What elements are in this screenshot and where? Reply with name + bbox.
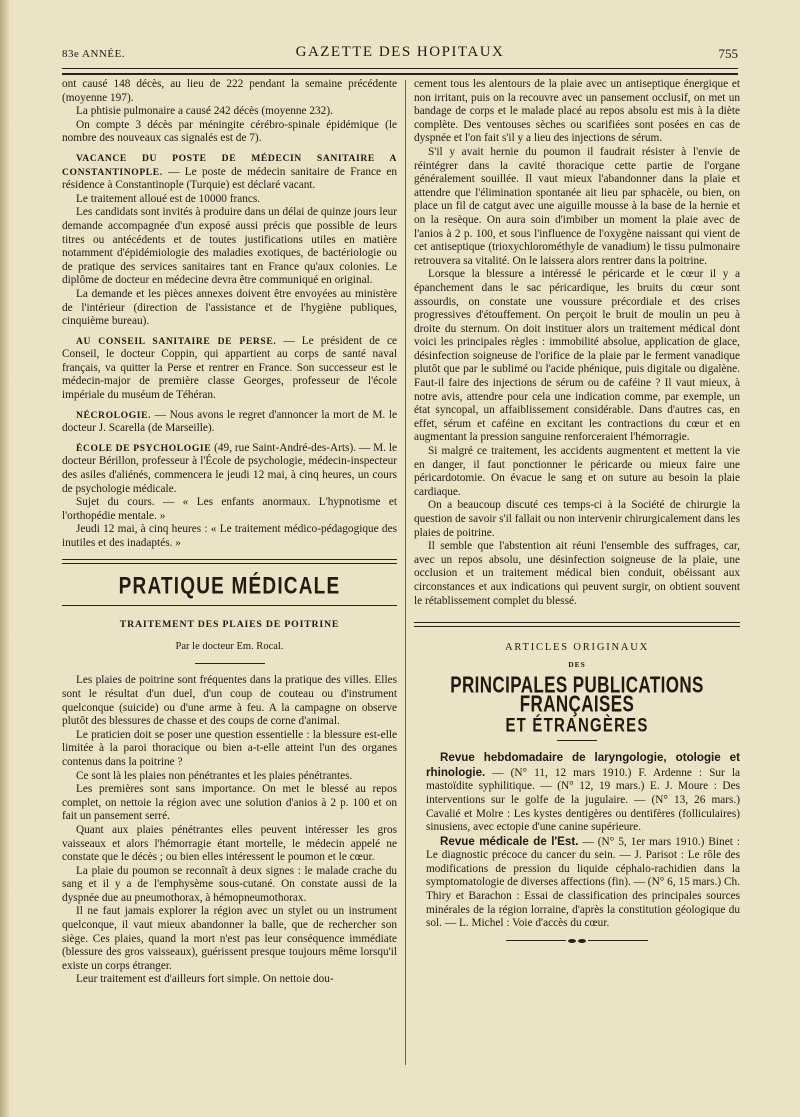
byline-rule — [195, 663, 265, 664]
news-item-title: AU CONSEIL SANITAIRE DE PERSE. — [76, 335, 277, 347]
review-entry — [414, 835, 740, 931]
news-item-title: NÉCROLOGIE. — [76, 409, 152, 421]
section-rule — [62, 605, 397, 606]
news-item-title: ÉCOLE DE PSYCHOLOGIE — [76, 442, 212, 454]
paragraph: Leur traitement est d'ailleurs fort simple. On nettoie dou- — [76, 973, 334, 986]
paragraph: On a beaucoup discuté ces temps-ci à la Société de chirurgie la question de savoir s'il fallait ou non intervenir chirurgicalement dans les plaies de poitrine. — [414, 499, 740, 539]
paragraph: Il ne faut jamais explorer la région avec un stylet ou un instrument quelconque, il vaut mieux abandonner la balle, que de rechercher son siège. Ces plaies, quand la mort n'est pas leur conséquence immédiate (blessure des gros vaisseaux), guérissent presque toujours même lorsqu'il existe un corps étranger. — [62, 905, 397, 972]
right-column — [414, 78, 740, 943]
paragraph: Les plaies de poitrine sont fréquentes dans la pratique des villes. Elles sont le résultat d'un duel, d'un coup de couteau ou d'instrument quelconque (suicide) ou d'une arme à feu. A la campagne on observe plutôt des blessures de chasse et des coups de corne d'animal. — [62, 674, 397, 728]
paragraph: Le traitement alloué est de 10000 francs. — [76, 192, 261, 205]
paragraph: Il semble que l'abstention ait réuni l'ensemble des suffrages, car, avec un repos absolu, une désinfection soigneuse de la plaie, une occlusion et un traitement médical bien conduit, obéissant aux circonstances et aux indications qui peuvent surgir, on obtient souvent le rétablissement complet du blessé. — [414, 540, 740, 607]
paragraph: cement tous les alentours de la plaie avec un antiseptique énergique et non irritant, puis on la recouvre avec un pansement occlusif, on met un bandage de corps et le malade placé au repos absolu est mis à la diète complète. Des ventouses sèches ou scarifiées sont posées en cas de dyspnée et l'on fait s'il y a lieu des injections de sérum. — [414, 78, 740, 145]
section-rule — [557, 740, 597, 741]
paragraph: La plaie du poumon se reconnaît à deux signes : le malade crache du sang et il y a de l'emphysème sous-cutané. On constate aussi de la dyspnée due au pneumothorax, à hémopneumothorax. — [62, 864, 397, 904]
section-title: PRATIQUE MÉDICALE — [118, 572, 341, 600]
review-text: — (N° 5, 1er mars 1910.) Binet : Le diagnostic précoce du cancer du sein. — J. Parisot : Le rôle des modifications de pression du liquide céphalo-rachidien dans la symptomatologie de diverses affections (fin). — (N° 6, 15 mars.) Ch. Thiry et Barachon : Essai de classification des principales sources minérales de la région lorraine, d'après la constitution géologique du sol. — L. Michel : Voie d'accès du cœur. — [426, 835, 740, 930]
news-item — [62, 152, 397, 193]
news-item — [62, 409, 397, 436]
volume-year: 83e ANNÉE. — [62, 48, 126, 60]
section-heading: ARTICLES ORIGINAUX — [504, 642, 650, 654]
section-title: PRINCIPALES PUBLICATIONS FRANÇAISES — [450, 672, 704, 717]
news-item-text: (49, rue Saint-André-des-Arts). — M. le docteur Bérillon, professeur à l'École de psychologie, médecin-inspecteur des asiles d'aliénés, commencera le jeudi 12 mai, à cinq heures, un cours de psychologie médicale. — [62, 441, 397, 495]
paragraph: La phtisie pulmonaire a causé 242 décès (moyenne 232). — [76, 105, 333, 118]
paragraph: On compte 3 décès par méningite cérébro-spinale épidémique (le nombre des nouveaux cas signalés est de 7). — [62, 118, 397, 145]
journal-title: GAZETTE DES HOPITAUX — [295, 44, 505, 60]
news-item-title: VACANCE DU POSTE DE MÉDECIN SANITAIRE A CONSTANTINOPLE. — [62, 152, 397, 178]
review-title: Revue médicale de l'Est. — [440, 834, 579, 848]
page-binding-edge — [0, 0, 9, 1117]
article-byline: Par le docteur Em. Rocal. — [175, 640, 284, 652]
article-title: TRAITEMENT DES PLAIES DE POITRINE — [119, 619, 340, 631]
paragraph: La demande et les pièces annexes doivent être envoyées au ministère de l'intérieur (direction de l'assistance et de l'hygiène publiques, cinquième bureau). — [62, 287, 397, 328]
end-ornament — [414, 939, 740, 943]
news-item — [62, 335, 397, 403]
section-rule — [62, 559, 397, 564]
review-title: Revue hebdomadaire de laryngologie, otologie et rhinologie. — [426, 751, 740, 779]
paragraph: Le praticien doit se poser une question essentielle : la blessure est-elle limitée à la paroi thoracique ou bien a-t-elle atteint l'un des organes contenus dans la poitrine ? — [62, 728, 397, 768]
paragraph: Si malgré ce traitement, les accidents augmentent et mettent la vie en danger, il faut ponctionner le péricarde ou mieux faire une péricardotomie. On évacue le sang et on suture au besoin la plaie cardiaque. — [414, 445, 740, 498]
section-subtitle: ET ÉTRANGÈRES — [505, 713, 649, 736]
page-number: 755 — [718, 46, 738, 61]
paragraph: Jeudi 12 mai, à cinq heures : « Le traitement médico-pédagogique des inutiles et des inadaptés. » — [62, 523, 397, 549]
header-rule — [62, 68, 738, 75]
news-item-text: — Nous avons le regret d'annoncer la mort de M. le docteur J. Scarella (de Marseille). — [62, 408, 397, 435]
review-text: — (N° 11, 12 mars 1910.) F. Ardenne : Sur la mastoïdite syphilitique. — (N° 12, 19 mars.) E. J. Moure : Des interventions sur le golfe de la jugulaire. — (N° 13, 26 mars.) Cavalié et Molre : Les kystes dentigères ou dentifères (folliculaires) sinusiens, avec ectopie d'une canine supérieure. — [426, 766, 740, 834]
news-item-text: — Le président de ce Conseil, le docteur Coppin, qui appartient au corps de santé naval français, va quitter la Perse et rentrer en France. Son successeur est le médecin-major de première classe Georges, professeur de l'école impériale du muséum de Téhéran. — [62, 334, 398, 402]
section-heading-connector: DES — [568, 659, 586, 669]
section-rule — [414, 622, 740, 627]
paragraph: Les premières sont sans importance. On met le blessé au repos complet, on nettoie la région avec une solution d'anios à 2 p. 100 et on fait un pansement serré. — [62, 783, 397, 823]
paragraph: Sujet du cours. — « Les enfants anormaux. L'hypnotisme et l'orthopédie mentale. » — [62, 496, 397, 522]
review-entry — [414, 751, 740, 835]
column-divider — [405, 80, 406, 1065]
paragraph: S'il y avait hernie du poumon il faudrait résister à l'envie de réintégrer dans la cavité thoracique cette partie de l'organe généralement souillée. Il vaut mieux l'abandonner dans la plaie et attendre que l'élimination spontanée ait lieu par sphacèle, ou bien, on place un fil de catgut avec une aiguille mousse à la base de la hernie et on la resèque. On aura soin d'imbiber un moment la plaie avec de l'anios à 2 p. 100, et sous l'influence de l'oxygène naissant qui vient de cet antiseptique (trioxychlorométhyle de vanadium) le tissu pulmonaire retrouvera sa vitalité. On le laissera alors rentrer dans la poitrine. — [414, 145, 740, 267]
paragraph: Les candidats sont invités à produire dans un délai de quinze jours leur demande accompagnée d'un exposé aussi précis que possible de leurs titres ou antécédents et de toutes justifications utiles en matière notamment d'épidémiologie des maladies exotiques, de bactériologie ou de pratique des services sanitaires tant en France qu'aux colonies. Le diplôme de docteur en médecine devra être communiqué en original. — [62, 206, 397, 287]
news-item-text: — Le poste de médecin sanitaire de France en résidence à Constantinople (Turquie) est déclaré vacant. — [62, 165, 397, 192]
left-column — [62, 78, 397, 987]
paragraph: Lorsque la blessure a intéressé le péricarde et le cœur il y a épanchement dans le sac péricardique, les bruits du cœur sont assourdis, on constate une voussure précordiale et des crises progressives d'étouffement. On perçoit le bruit de moulin un peu à droite du sternum. On doit instituer alors un traitement médical dont voici les principales règles : immobilité absolue, application de glace, désinfection soigneuse de l'orifice de la plaie par le ferment vanadique plutôt que par le sublimé ou l'acide phénique, puis digitale ou digalène. Faut-il faire des injections de sérum ou de caféine ? Il vaut mieux, à notre avis, attendre pour cela une indication comme, par exemple, un état syncopal, un affaiblissement considérable. Dans d'autres cas, en effet, sérum et caféine en excitant les contractions du cœur et en augmentant la pression sanguine renforceraient l'hémorragie. — [414, 268, 740, 444]
page-header — [62, 42, 738, 64]
paragraph: Ce sont là les plaies non pénétrantes et les plaies pénétrantes. — [76, 769, 353, 782]
paragraph: ont causé 148 décès, au lieu de 222 pendant la semaine précédente (moyenne 197). — [62, 78, 397, 104]
paragraph: Quant aux plaies pénétrantes elles peuvent intéresser les gros vaisseaux et alors l'hémorragie étant mortelle, le médecin appelé ne constate que le décès ; ou bien elles intéressent le poumon et le cœur. — [62, 823, 397, 864]
news-item — [62, 442, 397, 496]
